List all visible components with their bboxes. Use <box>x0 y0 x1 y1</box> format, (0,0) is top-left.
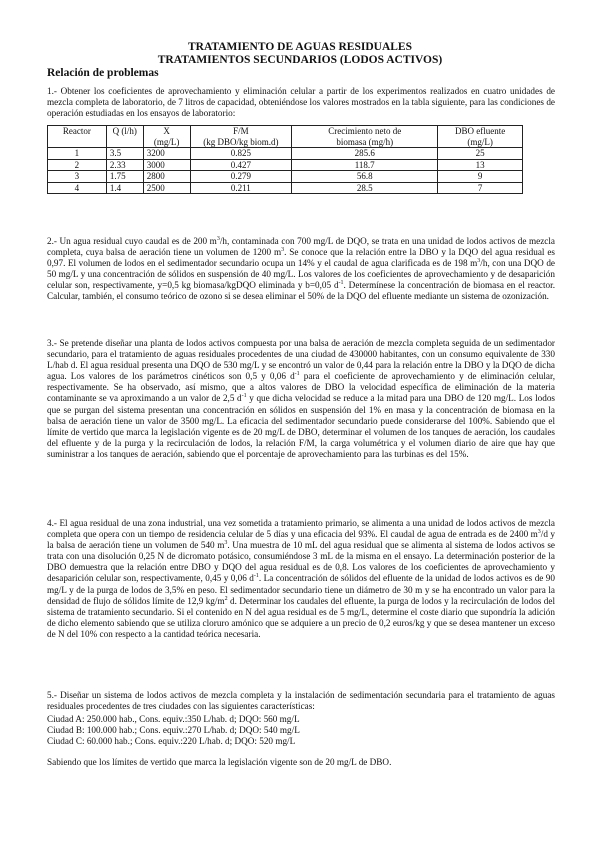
problem-2-part: /h, con una DQO de 50 mg/L y una concentración de sólidos en suspensión de 40 mg/L. Los valores de los coeficientes de aprovechamiento y de desaparición celular son, respectivamente, y=0,5 kg biomasa/kgDQO eliminada y b=0,05 d <box>47 258 555 291</box>
problem-1-text: 1.- Obtener los coeficientes de aprovechamiento y eliminación celular a partir de los experimentos realizados en cuatro unidades de mezcla completa de laboratorio, de 7 litros de capacidad, obteniéndose los valores mostrados en la tabla siguiente, para las condiciones de operación estudiadas en los ensayos de laboratorio: <box>47 86 555 119</box>
cell-flow: 1.4 <box>106 182 143 194</box>
problem-4-part: . Una muestra de 10 mL del agua residual que se alimenta al sistema de lodos activos se trata con una disolución 0,25 N de dicromato potásico, consumiéndose 3 mL de la misma en el ensayo. La determinación posterior de la DBO demuestra que la relación entre DBO y DQO del agua residual es de 0,8. Los valores de los coeficientes de aprovechamiento y desaparición celular son, respectivamente, 0,45 y 0,06 d <box>47 540 555 584</box>
problem-4-part: d. Determinar los caudales del efluente, la purga de lodos y la recirculación de lodos del sistema de tratamiento secundario. Si el contenido en N del agua residual es de 5 mg/L, determine el coste diario que supondría la adición de dicho elemento sabiendo que se utiliza cloruro amónico que se adquiere a un precio de 0,2 euros/kg y que se desea mantener un exceso de N del 10% con respecto a la cantidad teórica necesaria. <box>47 595 555 639</box>
header-growth-top: Crecimiento neto de <box>328 126 402 136</box>
header-biomass-top: X <box>163 126 170 136</box>
cell-dbo: 13 <box>438 159 523 171</box>
table-row <box>48 148 523 160</box>
header-flow: Q (l/h) <box>106 126 143 148</box>
header-reactor: Reactor <box>48 126 107 148</box>
cell-biomass: 3000 <box>143 159 190 171</box>
cell-fm: 0.825 <box>190 148 292 160</box>
problem-3-part: para el coeficiente de aprovechamiento y de eliminación celular, respectivamente. Se ha observado, así mismo, que a altos valores de DBO la velocidad específica de eliminación de la materia contaminante se va aproximando a un valor de 2,5 d <box>47 371 555 404</box>
cell-flow: 2.33 <box>106 159 143 171</box>
section-heading: Relación de problemas <box>47 67 159 79</box>
cell-dbo: 25 <box>438 148 523 160</box>
problem-2-part: . Se conoce que la relación entre la DBO y la DQO del agua residual es 0,97. El volumen de lodos en el sedimentador secundario ocupa un 14% y el caudal de agua clarificada es de 198 m <box>47 247 555 269</box>
header-fm-top: F/M <box>233 126 249 136</box>
superscript: 3 <box>216 235 220 242</box>
problem-5 <box>47 690 555 712</box>
cell-growth: 28.5 <box>292 182 438 194</box>
cell-reactor: 1 <box>48 148 107 160</box>
lab-results-table <box>47 125 523 194</box>
problem-4-text <box>47 518 555 640</box>
superscript: -1 <box>338 280 344 287</box>
problem-3-part: 3.- Se pretende diseñar una planta de lodos activos compuesta por una balsa de aeración de mezcla completa seguida de un sedimentador secundario, para el tratamiento de aguas residuales procedentes de una ciudad de 430000 habitantes, con un consumo equivalente de 330 L/hab d. El agua residual presenta una DQO de 530 mg/L y se encontró un valor de 0,44 para la relación entre la DBO y la DQO de dicha agua. Los valores de los parámetros cinéticos son 0,5 y 0,06 d <box>47 338 555 382</box>
superscript: 3 <box>477 258 481 265</box>
header-dbo-bottom: (mg/L) <box>467 136 493 147</box>
table-row <box>48 171 523 183</box>
problem-3 <box>47 338 555 460</box>
document-subtitle: TRATAMIENTOS SECUNDARIOS (LODOS ACTIVOS) <box>157 54 443 66</box>
list-item: Ciudad B: 100.000 hab.; Cons. equiv.:270 L/hab. d; DQO: 540 mg/L <box>47 725 300 736</box>
problem-3-text <box>47 338 555 460</box>
header-biomass-bottom: (mg/L) <box>153 136 180 147</box>
cell-reactor: 2 <box>48 159 107 171</box>
cell-flow: 3.5 <box>106 148 143 160</box>
problem-4-part: 4.- El agua residual de una zona industrial, una vez sometida a tratamiento primario, se alimenta a una unidad de lodos activos de mezcla completa que opera con un tiempo de residencia celular de 5 días y una eficacia del 93%. El caudal de agua de entrada es de 2400 m <box>47 518 555 540</box>
cell-growth: 118.7 <box>292 159 438 171</box>
problem-2-part: /h, contaminada con 700 mg/L de DQO, se trata en una unidad de lodos activos de mezcla completa, cuya balsa de aeración tiene un volumen de 1200 m <box>47 236 555 258</box>
header-fm <box>190 126 292 148</box>
cell-growth: 285.6 <box>292 148 438 160</box>
problem-2-part: 2.- Un agua residual cuyo caudal es de 200 m <box>47 236 217 246</box>
cell-biomass: 2800 <box>143 171 190 183</box>
list-item: Ciudad C: 60.000 hab.; Cons. equiv.:220 L/hab. d; DQO: 520 mg/L <box>47 736 296 747</box>
problem-2-text <box>47 236 555 303</box>
list-item: Ciudad A: 250.000 hab., Cons. equiv.:350 L/hab. d; DQO: 560 mg/L <box>47 714 300 724</box>
header-fm-bottom: (kg DBO/kg biom.d) <box>203 136 279 147</box>
header-biomass <box>143 126 190 148</box>
superscript: -1 <box>241 393 247 400</box>
table-header-row <box>48 126 523 148</box>
superscript: 2 <box>224 595 228 602</box>
cell-biomass: 3200 <box>143 148 190 160</box>
problem-5-closing-block <box>47 757 555 768</box>
cell-dbo: 9 <box>438 171 523 183</box>
cell-reactor: 4 <box>48 182 107 194</box>
superscript: -1 <box>294 371 300 378</box>
document-title: TRATAMIENTO DE AGUAS RESIDUALES <box>188 41 412 53</box>
cell-fm: 0.427 <box>190 159 292 171</box>
superscript: 3 <box>224 540 228 547</box>
cell-reactor: 3 <box>48 171 107 183</box>
cell-flow: 1.75 <box>106 171 143 183</box>
problem-4-part: /d y la balsa de aeración tiene un volumen de 540 m <box>47 529 555 551</box>
header-growth-bottom: biomasa (mg/h) <box>336 136 394 147</box>
problem-3-part: y que dicha velocidad se reduce a la mitad para una DBO de 120 mg/L. Los lodos que se purgan del sistema presentan una concentración en sólidos en suspensión del 1% en masa y la concentración de biomasa en la balsa de aeración tiene un valor de 3500 mg/L. La eficacia del sedimentador secundario puede considerarse del 100%. Sabiendo que el límite de vertido que marca la legislación vigente es de 20 mg/L de DBO, determinar el volumen de los tanques de aeración, los caudales del efluente y de la purga y la recirculación de lodos, la relación F/M, la carga volumétrica y el volumen diario de aire que hay que suministrar a los tanques de aeración, sabiendo que el porcentaje de aprovechamiento para las turbinas es del 15%. <box>47 393 555 459</box>
problem-2 <box>47 236 555 303</box>
problem-5-intro: 5.- Diseñar un sistema de lodos activos de mezcla completa y la instalación de sedimentación secundaria para el tratamiento de aguas residuales procedentes de tres ciudades con las siguientes características: <box>47 690 555 712</box>
city-list <box>47 714 300 748</box>
cell-growth: 56.8 <box>292 171 438 183</box>
superscript: 3 <box>281 247 285 254</box>
superscript: 3 <box>537 529 541 536</box>
superscript: -1 <box>253 573 259 580</box>
cell-fm: 0.279 <box>190 171 292 183</box>
header-dbo-top: DBO efluente <box>455 126 506 136</box>
problem-4 <box>47 518 555 640</box>
cell-fm: 0.211 <box>190 182 292 194</box>
problem-1 <box>47 86 555 119</box>
cell-dbo: 7 <box>438 182 523 194</box>
cell-biomass: 2500 <box>143 182 190 194</box>
table-row <box>48 182 523 194</box>
header-growth <box>292 126 438 148</box>
table-row <box>48 159 523 171</box>
problem-2-part: . Determínese la concentración de biomasa en el reactor. Calcular, también, el consumo teórico de ozono si se desea eliminar el 50% de la DQO del efluente mediante un sistema de ozonización. <box>47 280 555 302</box>
problem-5-closing: Sabiendo que los límites de vertido que marca la legislación vigente son de 20 mg/L de DBO. <box>47 757 392 767</box>
problem-4-part: . La concentración de sólidos del efluente de la unidad de lodos activos es de 90 mg/L y de la purga de lodos de 3,5% en peso. El sedimentador secundario tiene un diámetro de 30 m y se ha encontrado un valor para la densidad de flujo de sólidos límite de 12,9 kg/m <box>47 573 555 606</box>
header-dbo <box>438 126 523 148</box>
